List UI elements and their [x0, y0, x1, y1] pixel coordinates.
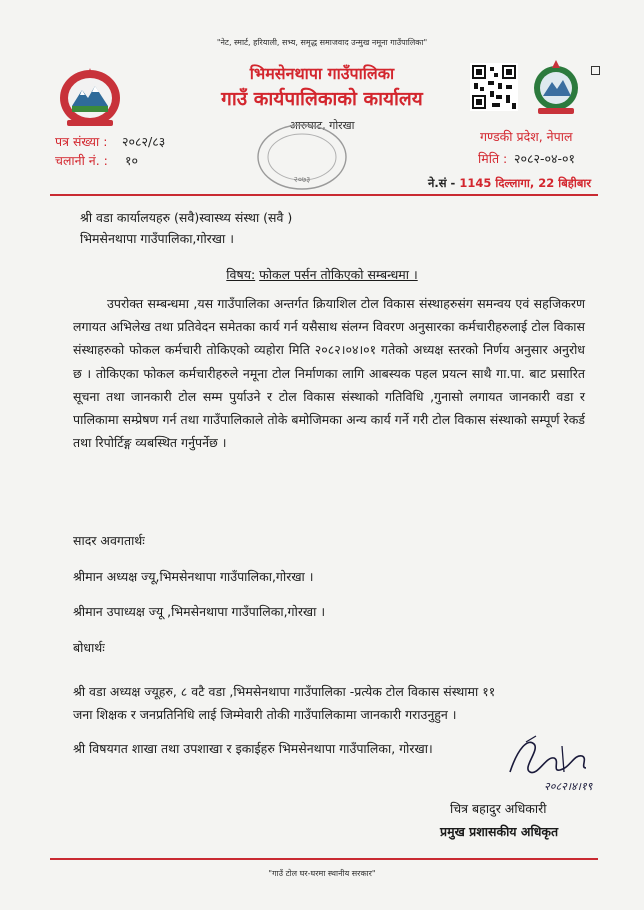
ref-number-label: पत्र संख्या : — [55, 134, 108, 149]
office-name: गाउँ कार्यपालिकाको कार्यालय — [221, 88, 423, 110]
ref-number: २०८२/८३ — [122, 134, 166, 149]
municipality-name: भिमसेनथापा गाउँपालिका — [249, 64, 395, 83]
signatory-title: प्रमुख प्रशासकीय अधिकृत — [440, 824, 559, 839]
cc-heading: सादर अवगतार्थः — [73, 533, 145, 548]
nepal-samvat-value: 1145 दिल्लागा, 22 बिहीबार — [459, 176, 592, 190]
office-place: आरुघाट, गोरखा — [289, 119, 355, 132]
footer-slogan: "गाउँ टोल घर-घरमा स्थानीय सरकार" — [268, 869, 376, 878]
letter-date: २०८२-०४-०१ — [514, 151, 576, 166]
header-divider — [50, 194, 598, 196]
dispatch-number-label: चलानी नं. : — [55, 153, 108, 168]
info-line-1: श्री वडा अध्यक्ष ज्यूहरु, ८ वटै वडा ,भिमसेनथापा गाउँपालिका -प्रत्येक टोल विकास संस्थामा ११ — [73, 684, 496, 699]
letter-body: उपरोक्त सम्बन्धमा ,यस गाउँपालिका अन्तर्गत क्रियाशिल टोल विकास संस्थाहरुसंग समन्वय एवं सहजिकरण लगायत अभिलेख तथा प्रतिवेदन समेतका कार्य गर्न यसैसाथ संलग्न विवरण अनुसारका कर्मचारीहरुलाई टोल विकास संस्थाहरुको फोकल कर्मचारी तोकिएको व्यहोरा मिति २०८२।०४।०१ गतेको अध्यक्ष स्तरको निर्णय अनुसार अनुरोध छ । तोकिएका फोकल कर्मचारीहरुले नमूना टोल निर्माणका लागि आबस्यक पहल प्रयत्न साथै गा.पा. बाट प्रसारित सूचना तथा जानकारी टोल सम्म पुर्याउने र टोल विकास संस्थाको गतिविधि ,गुनासो लगायत जानकारी वडा र पालिकामा सम्प्रेषण गर्न तथा गाउँपालिकाले तोके बमोजिमका अन्य कार्य गर्ने गरी टोल विकास संस्थाको सम्पूर्ण रेकर्ड तथा रिपोर्टिङ्ग व्यबस्थित गर्नुपर्नेछ । — [73, 296, 585, 451]
subject-text: फोकल पर्सन तोकिएको सम्बन्धमा । — [259, 267, 418, 282]
subject-line — [0, 266, 644, 283]
motto: "नेट, स्मार्ट, हरियाली, सभ्य, समृद्ध समाजवाद उन्मुख नमूना गाउँपालिका" — [216, 38, 428, 47]
province-name: गण्डकी प्रदेश, नेपाल — [480, 129, 573, 144]
nepal-samvat-prefix: ने.सं - — [428, 176, 456, 190]
signatory-name: चित्र बहादुर अधिकारी — [450, 801, 547, 816]
nepal-emblem-logo — [55, 60, 125, 130]
handwritten-signature — [500, 728, 610, 798]
dispatch-number: १० — [125, 153, 139, 168]
qr-code-icon — [470, 63, 518, 111]
corner-checkbox — [591, 66, 600, 75]
info-line-2: जना शिक्षक र जनप्रतिनिधि लाई जिम्मेवारी तोकी गाउँपालिकामा जानकारी गराउनुहुन । — [73, 707, 457, 722]
info-heading: बोधार्थः — [73, 640, 105, 655]
footer-divider — [50, 858, 598, 860]
recipient-line-1: श्री वडा कार्यालयहरु (सवै)स्वास्थ्य संस्था (सवै ) — [80, 210, 293, 225]
nepal-samvat-date — [428, 176, 591, 191]
recipient-line-2: भिमसेनथापा गाउँपालिका,गोरखा । — [80, 231, 234, 246]
office-stamp — [255, 122, 350, 192]
subject-label: विषय: — [226, 267, 256, 282]
cc-line-1: श्रीमान अध्यक्ष ज्यू,भिमसेनथापा गाउँपालिका,गोरखा । — [73, 569, 314, 584]
stamp-year: २०७३ — [293, 175, 311, 184]
date-label: मिति : — [478, 151, 508, 166]
gandaki-province-logo — [530, 58, 582, 116]
cc-line-2: श्रीमान उपाध्यक्ष ज्यू ,भिमसेनथापा गाउँपालिका,गोरखा । — [73, 604, 326, 619]
signature-date: २०८२।४।१९ — [544, 780, 593, 793]
info-line-3: श्री विषयगत शाखा तथा उपशाखा र इकाईहरु भिमसेनथापा गाउँपालिका, गोरखा। — [73, 741, 433, 756]
